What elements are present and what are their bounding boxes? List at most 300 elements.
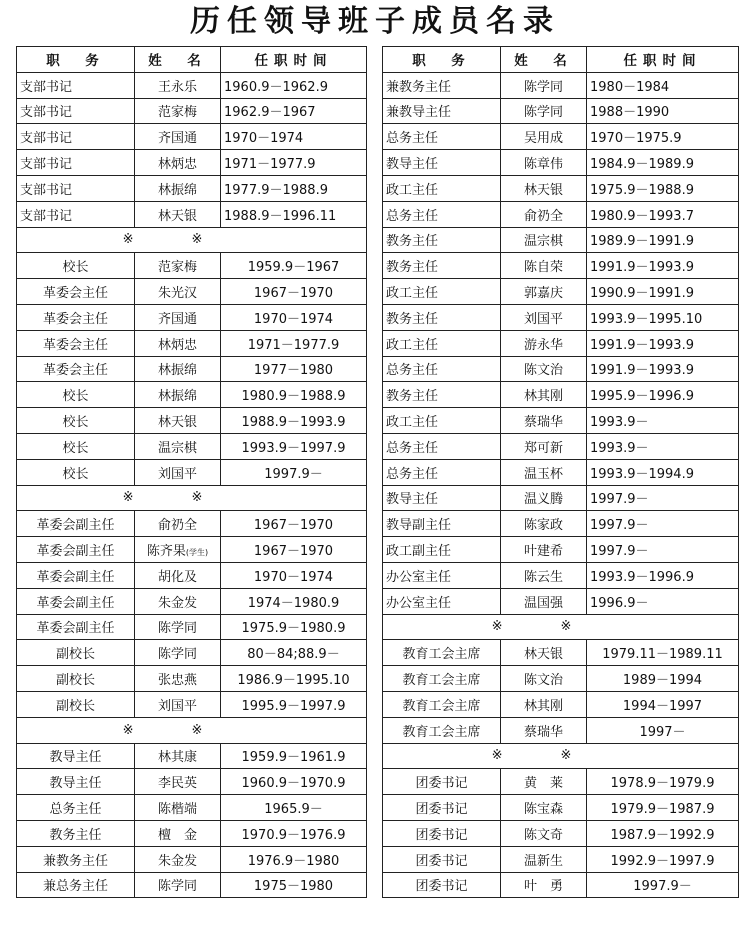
name-text: 林炳忠	[157, 337, 197, 353]
name-cell	[501, 717, 587, 743]
position-cell: 革委会副主任	[17, 562, 135, 588]
position-cell: 团委书记	[383, 795, 501, 821]
table-row	[383, 408, 739, 434]
tenure-cell: 1995.9－1997.9	[221, 691, 367, 717]
position-cell: 总务主任	[383, 433, 501, 459]
name-cell	[501, 227, 587, 253]
section-separator-row	[17, 717, 367, 743]
table-row	[17, 124, 367, 150]
tenure-cell: 1991.9－1993.9	[587, 330, 739, 356]
name-text: 陈云生	[523, 569, 563, 585]
tenure-cell: 1971－1977.9	[221, 150, 367, 176]
table-row	[17, 666, 367, 692]
tenure-cell: 1979.11－1989.11	[587, 640, 739, 666]
name-cell	[135, 433, 221, 459]
tenure-cell: 1997.9－	[587, 872, 739, 898]
position-cell: 团委书记	[383, 872, 501, 898]
name-text: 朱金发	[157, 595, 197, 611]
section-separator: ※※	[383, 743, 739, 769]
tenure-cell: 1970.9－1976.9	[221, 820, 367, 846]
position-cell: 副校长	[17, 691, 135, 717]
name-cell	[135, 537, 221, 563]
table-row	[383, 72, 739, 98]
name-cell	[135, 511, 221, 537]
table-row	[17, 511, 367, 537]
tenure-cell: 1995.9－1996.9	[587, 382, 739, 408]
position-cell: 支部书记	[17, 175, 135, 201]
position-cell: 兼总务主任	[17, 872, 135, 898]
position-cell: 团委书记	[383, 769, 501, 795]
name-cell	[501, 382, 587, 408]
tenure-cell: 1990.9－1991.9	[587, 279, 739, 305]
tenure-cell: 1997.9－	[587, 485, 739, 511]
name-cell	[501, 820, 587, 846]
position-cell: 革委会主任	[17, 304, 135, 330]
tenure-cell: 1992.9－1997.9	[587, 846, 739, 872]
position-cell: 副校长	[17, 666, 135, 692]
position-cell: 总务主任	[17, 795, 135, 821]
name-note: (学生)	[185, 548, 209, 558]
name-cell	[135, 820, 221, 846]
tenure-cell: 1993.9－1995.10	[587, 304, 739, 330]
position-cell: 革委会主任	[17, 330, 135, 356]
table-row	[17, 820, 367, 846]
tenure-cell: 1980－1984	[587, 72, 739, 98]
table-row	[383, 640, 739, 666]
tenure-cell: 1989－1994	[587, 666, 739, 692]
table-row	[383, 98, 739, 124]
table-row	[383, 253, 739, 279]
header-position: 职 务	[17, 47, 135, 73]
name-text: 陈学同	[523, 105, 563, 121]
name-text: 吴用成	[523, 131, 563, 147]
tenure-cell: 1979.9－1987.9	[587, 795, 739, 821]
name-text: 郭嘉庆	[523, 286, 563, 302]
tenure-cell: 1997.9－	[587, 537, 739, 563]
name-cell	[135, 459, 221, 485]
tenure-cell: 1991.9－1993.9	[587, 253, 739, 279]
tenure-cell: 1960.9－1970.9	[221, 769, 367, 795]
tenure-cell: 1970－1974	[221, 562, 367, 588]
tenure-cell: 1977－1980	[221, 356, 367, 382]
name-cell	[135, 408, 221, 434]
position-cell: 革委会副主任	[17, 588, 135, 614]
position-cell: 革委会主任	[17, 279, 135, 305]
table-row	[17, 640, 367, 666]
name-cell	[135, 769, 221, 795]
name-cell	[501, 459, 587, 485]
tenure-cell: 1970－1975.9	[587, 124, 739, 150]
position-cell: 革委会主任	[17, 356, 135, 382]
name-text: 叶建希	[523, 544, 563, 560]
position-cell: 政工副主任	[383, 537, 501, 563]
tenure-cell: 1993.9－	[587, 433, 739, 459]
name-text: 陈文奇	[523, 827, 563, 843]
tenure-cell: 1988.9－1996.11	[221, 201, 367, 227]
position-cell: 总务主任	[383, 459, 501, 485]
tenure-cell: 1959.9－1967	[221, 253, 367, 279]
name-cell	[501, 150, 587, 176]
name-cell	[135, 666, 221, 692]
name-text: 陈楷端	[157, 802, 197, 817]
header-tenure: 任职时间	[221, 47, 367, 73]
name-text: 刘国平	[523, 311, 563, 327]
name-cell	[135, 846, 221, 872]
tenure-cell: 1996.9－	[587, 588, 739, 614]
name-text: 陈学同	[157, 621, 197, 637]
table-row	[383, 201, 739, 227]
name-text: 叶 勇	[523, 879, 563, 895]
table-row	[17, 537, 367, 563]
tenure-cell: 1974－1980.9	[221, 588, 367, 614]
position-cell: 政工主任	[383, 175, 501, 201]
table-row	[383, 485, 739, 511]
name-cell	[501, 640, 587, 666]
position-cell: 总务主任	[383, 356, 501, 382]
name-text: 陈章伟	[523, 157, 563, 173]
table-row	[383, 304, 739, 330]
table-row	[383, 588, 739, 614]
table-row	[383, 872, 739, 898]
page-title: 历任领导班子成员名录	[190, 4, 560, 39]
position-cell: 教务主任	[383, 382, 501, 408]
name-cell	[501, 330, 587, 356]
table-row	[17, 614, 367, 640]
position-cell: 教务主任	[383, 253, 501, 279]
position-cell: 校长	[17, 433, 135, 459]
position-cell: 教育工会主席	[383, 717, 501, 743]
name-text: 林天银	[157, 208, 197, 224]
name-cell	[135, 382, 221, 408]
name-cell	[135, 279, 221, 305]
tenure-cell: 1980.9－1988.9	[221, 382, 367, 408]
position-cell: 支部书记	[17, 72, 135, 98]
position-cell: 政工主任	[383, 408, 501, 434]
position-cell: 教务主任	[383, 227, 501, 253]
position-cell: 兼教务主任	[17, 846, 135, 872]
table-row	[383, 175, 739, 201]
name-text: 林天银	[157, 415, 197, 431]
name-text: 林振绵	[157, 363, 197, 379]
position-cell: 政工主任	[383, 279, 501, 305]
table-row	[383, 279, 739, 305]
name-text: 林炳忠	[157, 157, 197, 173]
table-row	[383, 150, 739, 176]
name-text: 游永华	[523, 337, 563, 353]
table-row	[383, 382, 739, 408]
tenure-cell: 1959.9－1961.9	[221, 743, 367, 769]
table-row	[17, 408, 367, 434]
position-cell: 教务主任	[383, 304, 501, 330]
tenure-cell: 1976.9－1980	[221, 846, 367, 872]
table-row	[383, 433, 739, 459]
name-cell	[135, 691, 221, 717]
name-text: 林其刚	[523, 698, 563, 714]
tenure-cell: 1991.9－1993.9	[587, 356, 739, 382]
position-cell: 教导主任	[383, 485, 501, 511]
position-cell: 团委书记	[383, 846, 501, 872]
table-row	[17, 846, 367, 872]
name-cell	[135, 588, 221, 614]
tenure-cell: 1975－1980	[221, 872, 367, 898]
name-text: 林天银	[523, 647, 563, 663]
position-cell: 支部书记	[17, 124, 135, 150]
name-cell	[135, 872, 221, 898]
name-cell	[135, 640, 221, 666]
table-row	[17, 356, 367, 382]
position-cell: 革委会副主任	[17, 614, 135, 640]
position-cell: 革委会副主任	[17, 537, 135, 563]
tenure-cell: 1962.9－1967	[221, 98, 367, 124]
section-separator-row	[383, 614, 739, 640]
name-text: 胡化及	[157, 569, 197, 585]
name-text: 刘国平	[157, 698, 197, 714]
name-cell	[135, 743, 221, 769]
tenure-cell: 1970－1974	[221, 304, 367, 330]
name-text: 林天银	[523, 182, 563, 198]
name-cell	[135, 72, 221, 98]
name-cell	[501, 769, 587, 795]
position-cell: 副校长	[17, 640, 135, 666]
table-row	[17, 459, 367, 485]
position-cell: 校长	[17, 408, 135, 434]
tenure-cell: 1970－1974	[221, 124, 367, 150]
position-cell: 支部书记	[17, 150, 135, 176]
name-text: 温义腾	[523, 492, 563, 508]
position-cell: 团委书记	[383, 820, 501, 846]
name-text: 郑可新	[523, 440, 563, 456]
tenure-cell: 1993.9－1997.9	[221, 433, 367, 459]
tenure-cell: 1993.9－	[587, 408, 739, 434]
table-row	[17, 201, 367, 227]
name-text: 林其康	[157, 750, 197, 766]
tenure-cell: 1989.9－1991.9	[587, 227, 739, 253]
tenure-cell: 1993.9－1994.9	[587, 459, 739, 485]
name-cell	[135, 253, 221, 279]
table-row	[17, 98, 367, 124]
name-cell	[501, 846, 587, 872]
section-separator-row	[17, 227, 367, 253]
position-cell: 兼教导主任	[383, 98, 501, 124]
position-cell: 政工主任	[383, 330, 501, 356]
table-row	[17, 279, 367, 305]
name-cell	[135, 562, 221, 588]
name-text: 范家梅	[157, 105, 197, 121]
table-row	[17, 175, 367, 201]
table-row	[383, 846, 739, 872]
name-text: 陈宝森	[523, 802, 563, 817]
name-text: 温玉杯	[523, 466, 563, 482]
name-cell	[501, 279, 587, 305]
name-cell	[501, 98, 587, 124]
table-row	[17, 795, 367, 821]
tenure-cell: 1980.9－1993.7	[587, 201, 739, 227]
name-text: 齐国通	[157, 131, 197, 147]
name-text: 陈学同	[523, 79, 563, 95]
table-row	[383, 124, 739, 150]
table-row	[383, 511, 739, 537]
table-row	[17, 433, 367, 459]
position-cell: 办公室主任	[383, 588, 501, 614]
name-cell	[501, 485, 587, 511]
name-text: 温国强	[523, 595, 563, 611]
name-cell	[135, 124, 221, 150]
tenure-cell: 1997.9－	[587, 511, 739, 537]
table-row	[17, 872, 367, 898]
name-cell	[135, 175, 221, 201]
position-cell: 校长	[17, 382, 135, 408]
name-text: 范家梅	[157, 260, 197, 276]
tenure-cell: 1967－1970	[221, 537, 367, 563]
table-row	[383, 330, 739, 356]
tenure-cell: 1967－1970	[221, 511, 367, 537]
name-text: 林其刚	[523, 389, 563, 405]
table-row	[17, 588, 367, 614]
section-separator: ※※	[17, 717, 367, 743]
header-row	[383, 47, 739, 73]
name-text: 林振绵	[157, 389, 197, 405]
name-cell	[501, 201, 587, 227]
table-row	[17, 304, 367, 330]
table-row	[383, 459, 739, 485]
name-text: 朱光汉	[157, 286, 197, 302]
position-cell: 教育工会主席	[383, 640, 501, 666]
name-cell	[501, 408, 587, 434]
name-text: 温宗棋	[523, 234, 563, 250]
tenure-cell: 1978.9－1979.9	[587, 769, 739, 795]
section-separator: ※※	[17, 227, 367, 253]
position-cell: 校长	[17, 459, 135, 485]
position-cell: 教育工会主席	[383, 691, 501, 717]
tenure-cell: 1986.9－1995.10	[221, 666, 367, 692]
name-text: 陈家政	[523, 518, 563, 534]
name-text: 檀 金	[157, 827, 197, 843]
section-separator-row	[383, 743, 739, 769]
name-cell	[501, 588, 587, 614]
table-row	[383, 227, 739, 253]
name-text: 陈文治	[523, 363, 563, 379]
position-cell: 教务主任	[17, 820, 135, 846]
section-separator: ※※	[17, 485, 367, 511]
tenure-cell: 1967－1970	[221, 279, 367, 305]
roster-table-left	[16, 46, 367, 898]
name-text: 张忠燕	[157, 673, 197, 689]
position-cell: 校长	[17, 253, 135, 279]
name-text: 蔡瑞华	[523, 724, 563, 740]
table-row	[383, 795, 739, 821]
name-text: 陈文治	[523, 673, 563, 689]
position-cell: 教导主任	[383, 150, 501, 176]
table-row	[383, 691, 739, 717]
name-text: 齐国通	[157, 311, 197, 327]
name-cell	[501, 304, 587, 330]
table-row	[17, 150, 367, 176]
name-cell	[135, 330, 221, 356]
tenure-cell: 1994－1997	[587, 691, 739, 717]
table-row	[383, 666, 739, 692]
name-text: 俞礽全	[157, 518, 197, 534]
table-row	[383, 769, 739, 795]
tenure-cell: 1975.9－1988.9	[587, 175, 739, 201]
position-cell: 总务主任	[383, 124, 501, 150]
name-cell	[501, 175, 587, 201]
position-cell: 教导副主任	[383, 511, 501, 537]
header-name: 姓 名	[501, 47, 587, 73]
name-cell	[501, 537, 587, 563]
name-cell	[135, 614, 221, 640]
position-cell: 教导主任	[17, 769, 135, 795]
name-cell	[135, 98, 221, 124]
section-separator-row	[17, 485, 367, 511]
name-text: 温新生	[523, 853, 563, 869]
header-name: 姓 名	[135, 47, 221, 73]
name-cell	[501, 253, 587, 279]
position-cell: 办公室主任	[383, 562, 501, 588]
name-cell	[135, 201, 221, 227]
header-tenure: 任职时间	[587, 47, 739, 73]
name-text: 蔡瑞华	[523, 415, 563, 431]
position-cell: 革委会副主任	[17, 511, 135, 537]
roster-table-right	[382, 46, 739, 898]
name-text: 黄 莱	[523, 776, 563, 792]
table-row	[17, 769, 367, 795]
table-row	[17, 72, 367, 98]
tenure-cell: 1987.9－1992.9	[587, 820, 739, 846]
name-text: 朱金发	[157, 853, 197, 869]
table-row	[17, 562, 367, 588]
table-row	[383, 717, 739, 743]
name-cell	[135, 150, 221, 176]
name-cell	[501, 691, 587, 717]
name-cell	[501, 562, 587, 588]
name-text: 林振绵	[157, 182, 197, 198]
name-text: 温宗棋	[157, 440, 197, 456]
tenure-cell: 1997.9－	[221, 459, 367, 485]
tenure-cell: 1997－	[587, 717, 739, 743]
name-text: 陈齐果	[146, 544, 186, 560]
name-cell	[135, 304, 221, 330]
tenure-cell: 1975.9－1980.9	[221, 614, 367, 640]
name-cell	[501, 124, 587, 150]
table-row	[383, 820, 739, 846]
name-cell	[501, 72, 587, 98]
table-row	[383, 356, 739, 382]
name-text: 陈学同	[157, 879, 197, 895]
position-cell: 支部书记	[17, 201, 135, 227]
name-text: 陈学同	[157, 647, 197, 663]
name-text: 王永乐	[157, 79, 197, 95]
name-cell	[501, 356, 587, 382]
tenure-cell: 1971－1977.9	[221, 330, 367, 356]
position-cell: 教导主任	[17, 743, 135, 769]
position-cell: 支部书记	[17, 98, 135, 124]
table-row	[383, 562, 739, 588]
table-row	[17, 330, 367, 356]
table-row	[17, 691, 367, 717]
tenure-cell: 1984.9－1989.9	[587, 150, 739, 176]
tenure-cell: 1977.9－1988.9	[221, 175, 367, 201]
name-cell	[501, 872, 587, 898]
position-cell: 总务主任	[383, 201, 501, 227]
tenure-cell: 1993.9－1996.9	[587, 562, 739, 588]
name-cell	[501, 511, 587, 537]
table-row	[17, 253, 367, 279]
tenure-cell: 1988－1990	[587, 98, 739, 124]
table-row	[17, 382, 367, 408]
name-text: 陈自荣	[523, 260, 563, 276]
header-position: 职 务	[383, 47, 501, 73]
name-cell	[501, 795, 587, 821]
